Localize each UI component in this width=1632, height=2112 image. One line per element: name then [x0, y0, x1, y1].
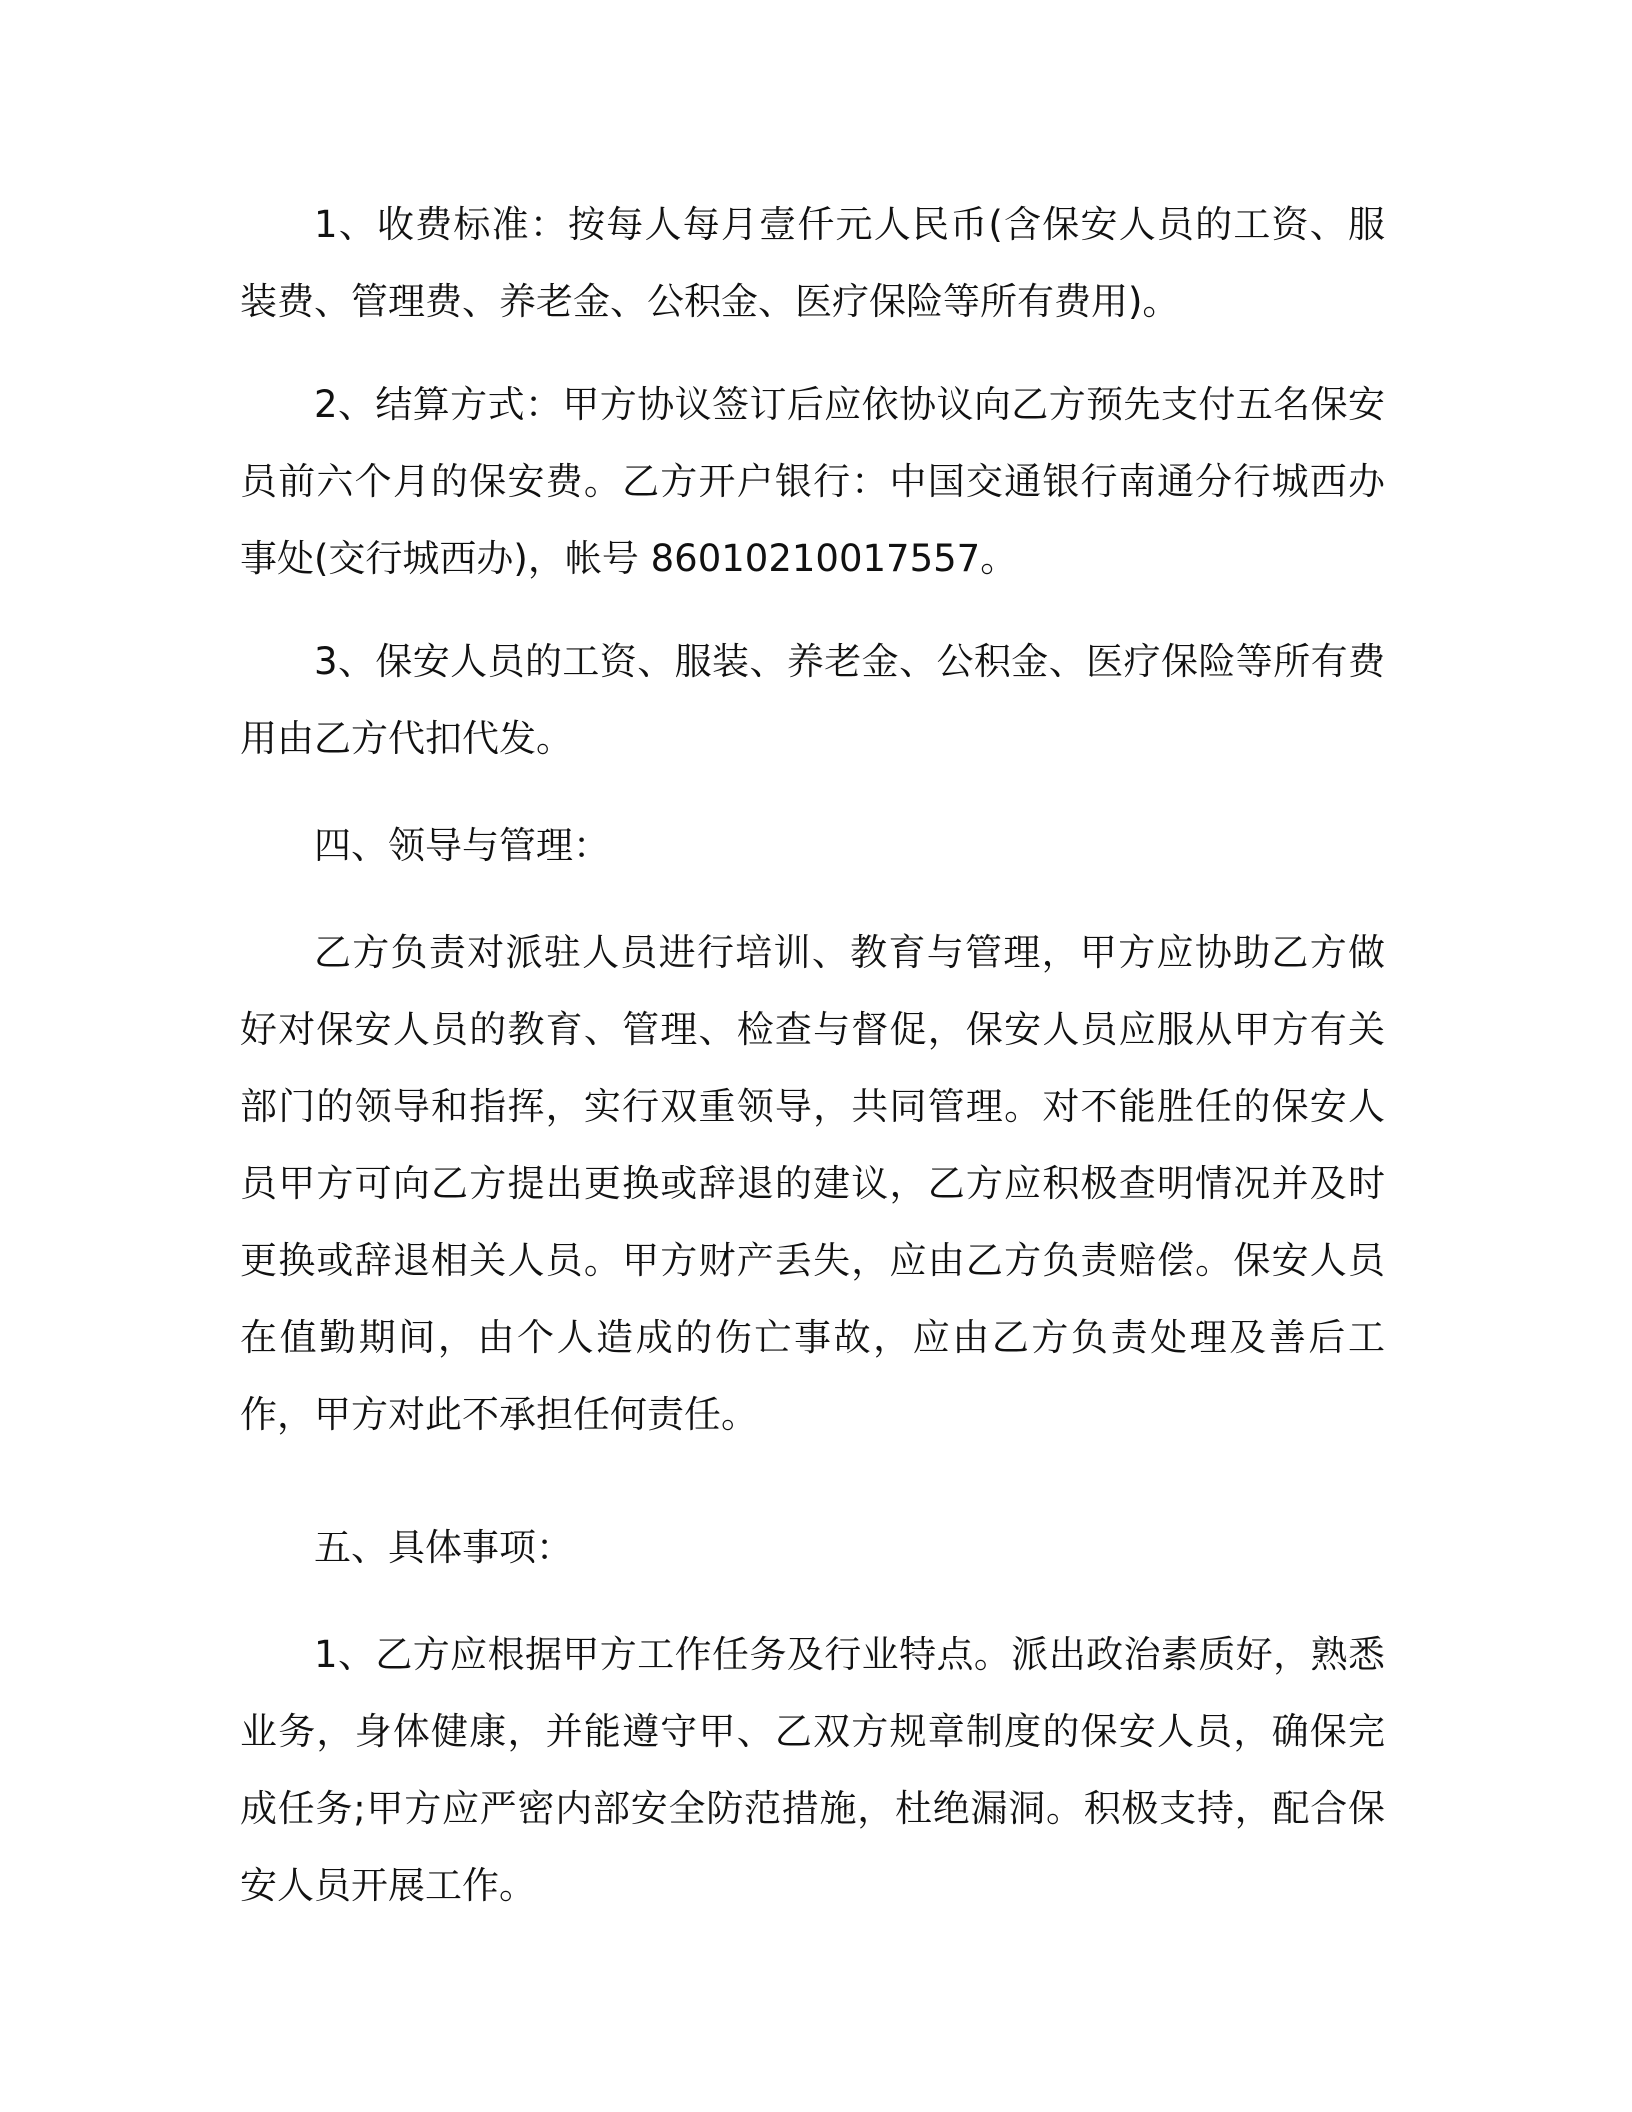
section-heading-specific-matters: 五、具体事项： — [314, 1526, 573, 1569]
section-heading-leadership: 四、领导与管理： — [314, 824, 610, 867]
paragraph-leadership-management: 乙方负责对派驻人员进行培训、教育与管理，甲方应协助乙方做好对保安人员的教育、管理、检查与督促，保安人员应服从甲方有关部门的领导和指挥，实行双重领导，共同管理。对不能胜任的保安人员甲方可向乙方提出更换或辞退的建议，乙方应积极查明情况并及时更换或辞退相关人员。甲方财产丢失，应由乙方负责赔偿。保安人员在值勤期间，由个人造成的伤亡事故，应由乙方负责处理及善后工作，甲方对此不承担任何责任。 — [240, 931, 1385, 1436]
paragraph-fee-standard: 1、收费标准：按每人每月壹仟元人民币(含保安人员的工资、服装费、管理费、养老金、公积金、医疗保险等所有费用)。 — [240, 203, 1385, 323]
paragraph-payroll: 3、保安人员的工资、服装、养老金、公积金、医疗保险等所有费用由乙方代扣代发。 — [240, 640, 1385, 760]
document-body — [240, 186, 1385, 1924]
paragraph-specific-matter-1: 1、乙方应根据甲方工作任务及行业特点。派出政治素质好，熟悉业务，身体健康，并能遵守甲、乙双方规章制度的保安人员，确保完成任务;甲方应严密内部安全防范措施，杜绝漏洞。积极支持，配合保安人员开展工作。 — [240, 1633, 1385, 1907]
paragraph-settlement-method: 2、结算方式：甲方协议签订后应依协议向乙方预先支付五名保安员前六个月的保安费。乙方开户银行：中国交通银行南通分行城西办事处(交行城西办)，帐号 86010210017557。 — [240, 383, 1385, 580]
